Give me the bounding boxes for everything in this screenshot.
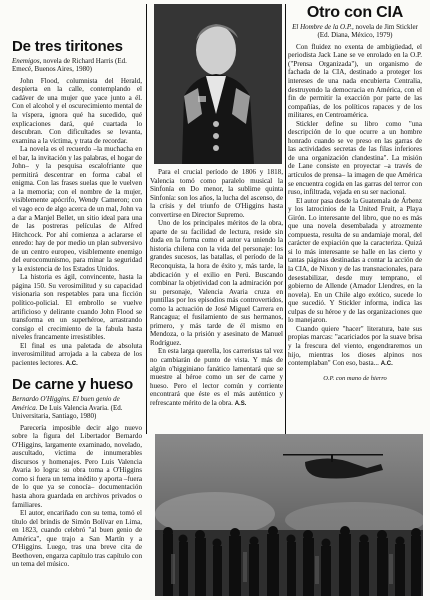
paragraph-text: El final es una paletada de absoluta inverosimilitud arrojada a la cabeza de los pacientes lectores. (12, 341, 142, 367)
paragraph: Uno de los principales méritos de la obra, aparte de su facilidad de lectura, reside sin duda en la forma como el autor va uniendo la historia chilena con la vida del personaje: los grandes sucesos, las batallas, el período de la Reconquista, la hora de éxito y, más tarde, la abdicación y el exilio en Perú. Buscando combinar la objetividad con la admiración por su personaje, Valencia Avaria cruza en puntillas por los episodios más controvertidos, como la actuación de José Miguel Carrera en Rancagua; el fusilamiento de sus hermanos, primero, y más tarde de él mismo en Mendoza, o la prisión y asesinato de Manuel Rodríguez. (150, 219, 283, 347)
left-column (12, 38, 142, 569)
review-byline-enemigos (12, 57, 142, 74)
book-details: . De Luis Valencia Avaria. (Ed. Universitaria, Santiago, 1980) (12, 403, 123, 421)
column-divider (285, 4, 286, 434)
photo-caption: O.P. con mano de hierro (323, 374, 387, 382)
helicopter-photo (155, 434, 423, 596)
paragraph-text: En esta larga querella, los carreristas tal vez no cambiarán de punto de vista. Y más de algún o'higginiano fanático lamentará que se muestre al héroe como un ser de carne y hueso. Pero el lector común y corriente encontrará que éste es el más auténtico y refrescante mérito de la obra. (150, 347, 283, 407)
review-title-tiritones: De tres tiritones (12, 38, 123, 55)
review-title-cia: Otro con CIA (306, 4, 404, 21)
paragraph (150, 347, 283, 408)
helicopter-graphic (155, 434, 423, 596)
book-details: , novela de Jim Stickler (Ed. Diana, México, 1979) (317, 23, 418, 40)
book-title: Enemigos (12, 57, 40, 65)
book-title: El Hombre de la O.P. (292, 23, 352, 31)
right-column (288, 4, 422, 383)
signature: A.S. (234, 400, 247, 407)
paragraph: La novela es el recuerdo –la muchacha en el bar, la invitación y las palabras, el hogar de John– y la pesquisa escalofriante que permitirá descentrar en forma cabal el enigma. Con las frases suelas que le vuelven a la memoria; con el nombre de la mujer, visiblemente apócrifo, Wendy Cameron; con el vago eco de algo acerca de un mal, John va a dar a Manjel Bellet, un sitio ideal para una de las postreras películas de Alfred Hitchcock. Por ahí comienza a aclararse el enredo: hay de por medio un plan subversivo de un centro europeo, visiblemente enemigo del eurocomunismo, para minar la seguridad y la existencia de los Estados Unidos. (12, 145, 142, 273)
portrait-graphic (154, 4, 282, 164)
paragraph: La historia es ágil, convincente, hasta la página 150. Su verosimilitud y su capacidad visionaria son respetables para una ficción político-policial. El embrollo se vuelve artificioso y delirante cuando John Flood se transforma en un superhéroe, arrastrando consigo el crecimiento de la fabula hasta niveles francamente irresistibles. (12, 273, 142, 342)
book-details: , novela de Richard Harris (Ed. Emecé, Buenos Aires, 1980) (12, 57, 127, 74)
paragraph: Stickler define su libro como "una descripción de lo que ocurre a un hombre honrado cuando se ve preso en las garras de las actividades secretas de las filas inferiores de una organización clandestina". La misión de Lane consiste en proyectar –a través de artículos de prensa– la imagen de que América se encuentra cogida en las garras del terror con ruso, infiltrada, vejada en su ser nacional. (288, 119, 422, 197)
paragraph-text: Cuando quiere "hacer" literatura, bate sus propias marcas: "acariciados por la suave brisa y la frescura del viento, engendraremos un hijo, mientras los dioses alpinos nos contemplaban" Con eso, basta... (288, 324, 422, 368)
paragraph: Para el crucial período de 1806 y 1818, Valencia tomó como paralelo musical la Sinfonía en Do menor, la sublime quinta Sinfonía: son los años, la lucha del ascenso, de la crisis y del triunfo de O'Higgins hasta convertirse en Director Supremo. (150, 168, 283, 219)
paragraph (12, 342, 142, 369)
paragraph: El autor, encariñado con su tema, tomó el título del brindis de Simón Bolívar en Lima, en 1823, cuando celebró "al buen genio de América", que trajo a San Martín y a O'Higgins. Luego, tras una breve cita de Beethoven, engarza capítulo tras capítulo con un tema del músico. (12, 509, 142, 569)
portrait-photo (154, 4, 282, 164)
paragraph (288, 325, 422, 369)
review-byline-ohiggins (12, 395, 142, 420)
signature: A.C. (380, 361, 393, 368)
book-title: Bernardo O'Higgins. El buen genio de América (12, 395, 120, 412)
paragraph: El autor pasa desde la Guatemala de Árbenz y los latrocinios de la United Fruit, a Playa Girón. Lo interesante del libro, que no es más que una novela desembalada y atrozmente compuesta, resulta de su andamiaje moral, del carácter de expiación que la caracteriza. Quizá si lo más interesante se halle en las cierto y tantas páginas destinadas a contar la acción de la CIA, de Nixon y de las transnacionales, para desestabilizar, desde muy temprano, el gobierno de Allende (Amador Llendres, en la novela). En un Chile algo exótico, sucede lo que sucedió. Y Stickler informa, indica las culpas de su héroe y de las organizaciones que lo manejaron. (288, 196, 422, 325)
paragraph: Parecería imposible decir algo nuevo sobre la figura del Libertador Bernardo O'Higgins, largamente examinado, novelado, auscultado, víctima de innumerables discursos y homenajes. Pero Luis Valencia Avaria lo logra: su obra toma a O'Higgins como si fuera un tema inédito y aporta –fuera de lo que ya se conocía– documentación hasta ahora guardada en archivos privados o familiares. (12, 423, 142, 509)
middle-column (150, 168, 283, 408)
paragraph: John Flood, columnista del Herald, despierta en la calle, contemplando el cadáver de una mujer que yace junto a él. Con el alcohol y el oscurecimiento mental de la víspera, ignora qué ha sucedido, qué explicaciones dará, qué cuartada lo descubran. Con dificultades se levanta, examina a la víctima, y trata de recordar. (12, 76, 142, 145)
column-divider (146, 4, 147, 434)
signature: A.C. (65, 360, 78, 367)
paragraph: Con fluidez no exenta de ambigüedad, el periodista Jack Lane se ve enrolado en la O.P. ("Prensa Organizada"), un organismo de fachada de la CIA, destinado a proteger los intereses de una nada encubierta Centralia, destruyendo la democracia en América, con el fin de permitir la exacción por parte de las compañías, de los políticos rapaces y de los militares, en Centroamérica. (288, 42, 422, 120)
review-byline-op (288, 23, 422, 40)
review-title-carne: De carne y hueso (12, 376, 134, 394)
